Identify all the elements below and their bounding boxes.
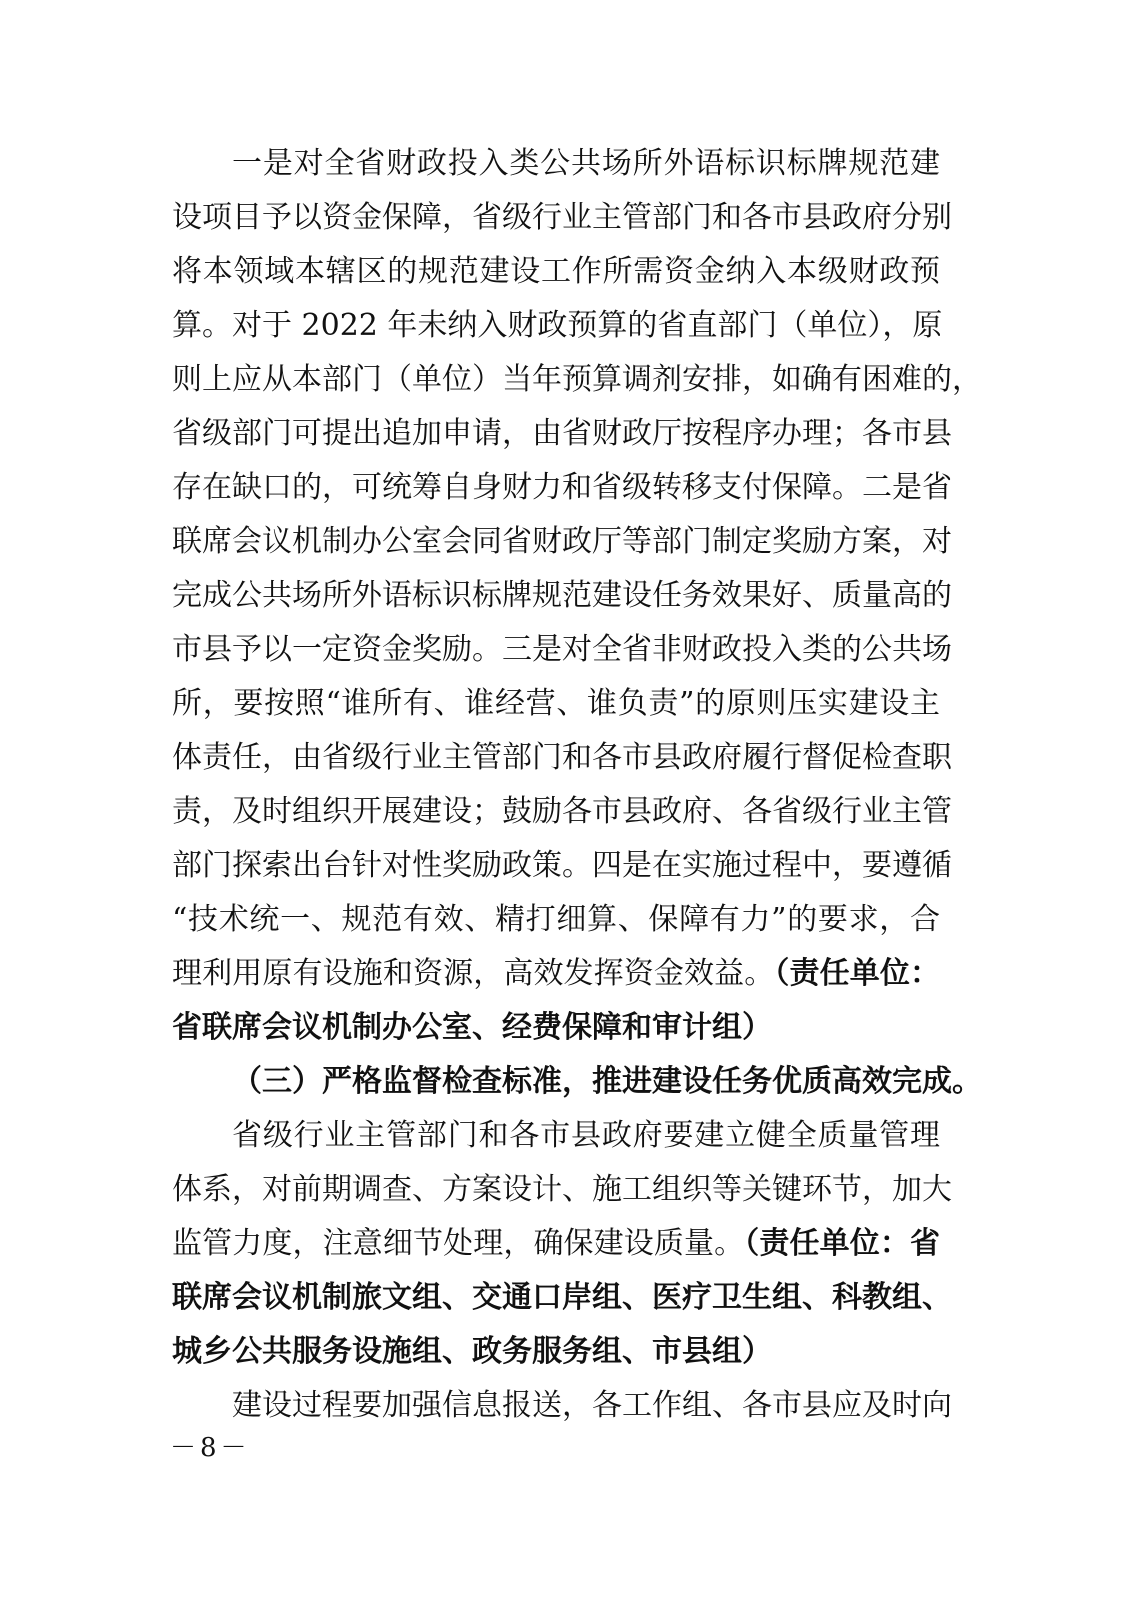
paragraph-line: 部门探索出台针对性奖励政策。四是在实施过程中，要遵循 — [172, 848, 952, 883]
paragraph-line: 将本领域本辖区的规范建设工作所需资金纳入本级财政预 — [172, 254, 940, 289]
page-number: －8－ — [170, 1433, 251, 1463]
responsibility-label: （责任单位： — [774, 956, 941, 991]
paragraph-line: 省级部门可提出追加申请，由省财政厅按程序办理；各市县 — [172, 416, 952, 451]
paragraph-line: 建设过程要加强信息报送，各工作组、各市县应及时向 — [232, 1388, 952, 1423]
paragraph-line: 则上应从本部门（单位）当年预算调剂安排，如确有困难的， — [172, 362, 982, 397]
paragraph-line: “技术统一、规范有效、精打细算、保障有力”的要求，合 — [172, 902, 940, 937]
responsibility-label: （责任单位：省 — [744, 1226, 941, 1261]
paragraph-line: 省级行业主管部门和各市县政府要建立健全质量管理 — [232, 1118, 940, 1153]
paragraph-line: 存在缺口的，可统筹自身财力和省级转移支付保障。二是省 — [172, 470, 952, 505]
paragraph-line: 设项目予以资金保障，省级行业主管部门和各市县政府分别 — [172, 200, 952, 235]
body-text — [172, 137, 982, 1433]
line-text: 监管力度，注意细节处理，确保建设质量。 — [172, 1226, 745, 1261]
paragraph-line: 完成公共场所外语标识标牌规范建设任务效果好、质量高的 — [172, 578, 952, 613]
paragraph-line: 一是对全省财政投入类公共场所外语标识标牌规范建 — [232, 146, 940, 181]
responsibility-units: 省联席会议机制办公室、经费保障和审计组） — [172, 1010, 772, 1045]
responsibility-units: 城乡公共服务设施组、政务服务组、市县组） — [172, 1334, 772, 1369]
paragraph-line — [172, 947, 940, 1001]
responsibility-units: 联席会议机制旅文组、交通口岸组、医疗卫生组、科教组、 — [172, 1280, 952, 1315]
paragraph-line: 体责任，由省级行业主管部门和各市县政府履行督促检查职 — [172, 740, 952, 775]
paragraph-line — [172, 1217, 940, 1271]
paragraph-line: 所，要按照“谁所有、谁经营、谁负责”的原则压实建设主 — [172, 686, 940, 721]
paragraph-line: 体系，对前期调查、方案设计、施工组织等关键环节，加大 — [172, 1172, 952, 1207]
paragraph-line: 联席会议机制办公室会同省财政厅等部门制定奖励方案，对 — [172, 524, 952, 559]
paragraph-line: 算。对于 2022 年未纳入财政预算的省直部门（单位），原 — [172, 308, 943, 343]
line-text: 理利用原有设施和资源，高效发挥资金效益。 — [172, 956, 775, 991]
paragraph-line: 责，及时组织开展建设；鼓励各市县政府、各省级行业主管 — [172, 794, 952, 829]
paragraph-line: 市县予以一定资金奖励。三是对全省非财政投入类的公共场 — [172, 632, 952, 667]
section-heading: （三）严格监督检查标准，推进建设任务优质高效完成。 — [232, 1064, 982, 1099]
